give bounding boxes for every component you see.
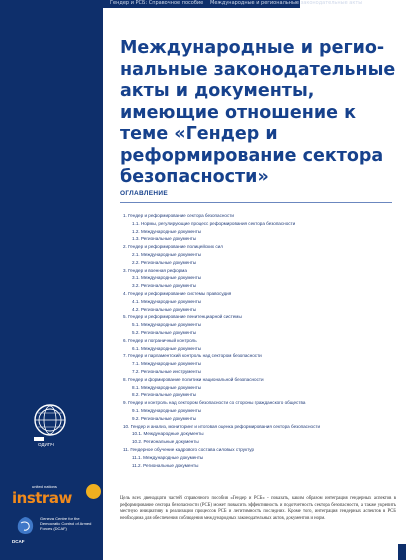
toc-subitem[interactable]: 11.2. Региональные документы [132, 462, 199, 468]
page-title: Международные и региональные законодательные акты и документы, имеющие отношение к теме «Гендер и реформирование сектора безопасности» [120, 38, 396, 187]
header-strip-text-1: Гендер и РСБ: Справочное пособие [110, 0, 204, 6]
toc-item[interactable]: 10. Гендер и анализ, мониторинг и итоговая оценка реформирования сектора безопасности [123, 423, 321, 429]
toc-subitem[interactable]: 10.2. Региональные документы [132, 439, 199, 445]
toc-item[interactable]: 2. Гендер и реформирование полицейских сил [123, 244, 223, 250]
toc-subitem[interactable]: 1.2. Международные документы [132, 228, 202, 234]
dcaf-logo-icon [14, 515, 36, 537]
instraw-name: instraw [12, 489, 72, 507]
globe-logo-icon [26, 402, 76, 442]
toc-subitem[interactable]: 7.2. Региональные инструменты [132, 368, 201, 374]
toc-subitem[interactable]: 1.1. Нормы, регулирующие процесс реформирования сектора безопасности [132, 220, 296, 226]
toc-subitem[interactable]: 2.1. Международные документы [132, 251, 202, 257]
dcaf-description: Geneva Centre for the Democratic Control of Armed Forces (DCAF) [40, 516, 92, 532]
toc-subitem[interactable]: 2.2. Региональные документы [132, 259, 197, 265]
instraw-small-label: united nations [32, 484, 57, 489]
page-edge-marker [398, 544, 406, 560]
toc-subitem[interactable]: 11.1. Международные документы [132, 454, 204, 460]
toc-item[interactable]: 11. Гендерное обучение кадрового состава силовых структур [123, 446, 255, 452]
toc-subitem[interactable]: 3.2. Региональные документы [132, 283, 197, 289]
toc-item[interactable]: 4. Гендер и реформирование системы правосудия [123, 290, 232, 296]
toc-subitem[interactable]: 5.2. Региональные документы [132, 329, 197, 335]
toc-item[interactable]: 5. Гендер и реформирование пенитенциарной системы [123, 314, 242, 320]
toc-item[interactable]: 7. Гендер и парламентский контроль над сектором безопасности [123, 353, 262, 359]
toc-subitem[interactable]: 4.2. Региональные документы [132, 306, 197, 312]
toc-item[interactable]: 9. Гендер и контроль над сектором безопасности со стороны гражданского общества [123, 400, 306, 406]
instraw-logo [12, 484, 72, 508]
toc-subitem[interactable]: 4.1. Международные документы [132, 298, 202, 304]
toc-subitem[interactable]: 10.1. Международные документы [132, 431, 204, 437]
sidebar-panel [0, 0, 103, 560]
table-of-contents [123, 212, 393, 469]
partner-circle-icon [86, 484, 101, 499]
toc-divider [120, 202, 392, 203]
toc-subitem[interactable]: 5.1. Международные документы [132, 322, 202, 328]
toc-item[interactable]: 3. Гендер и военная реформа [123, 267, 187, 273]
toc-item[interactable]: 1. Гендер и реформирование сектора безопасности [123, 213, 234, 218]
toc-subitem[interactable]: 9.2. Региональные документы [132, 415, 197, 421]
toc-subitem[interactable]: 3.1. Международные документы [132, 275, 202, 281]
intro-paragraph: Цель всех двенадцати частей справочного пособия «Гендер и РСБ» - показать, каким образом интеграция гендерных аспектов в реформирование сектора безопасности (РСБ) может повысить эффективность и подотчетность сектора безопасности, а также укрепить местную инициативу в реализации процессов РСБ и легитимность последних. Кроме того, интеграция гендерных аспектов в РСБ необходима для обеспечения соблюдения международных законодательных актов, документов и норм. [120, 496, 396, 522]
header-strip-text-2: Международные и региональные законодательные акты [210, 0, 363, 6]
toc-item[interactable]: 8. Гендер и формирование политики национальной безопасности [123, 376, 264, 382]
odihr-caption: ОДИПЧ [38, 442, 54, 447]
toc-item[interactable]: 6. Гендер и пограничный контроль [123, 337, 197, 343]
toc-heading: ОГЛАВЛЕНИЕ [120, 190, 168, 197]
header-strip [0, 0, 363, 8]
toc-subitem[interactable]: 8.1. Международные документы [132, 384, 202, 390]
toc-subitem[interactable]: 1.3. Региональные документы [132, 236, 197, 242]
toc-subitem[interactable]: 8.2. Региональные документы [132, 392, 197, 398]
dcaf-name: DCAF [12, 539, 25, 544]
toc-subitem[interactable]: 7.1. Международные документы [132, 361, 202, 367]
toc-subitem[interactable]: 6.1. Международные документы [132, 345, 202, 351]
toc-subitem[interactable]: 9.1. Международные документы [132, 407, 202, 413]
